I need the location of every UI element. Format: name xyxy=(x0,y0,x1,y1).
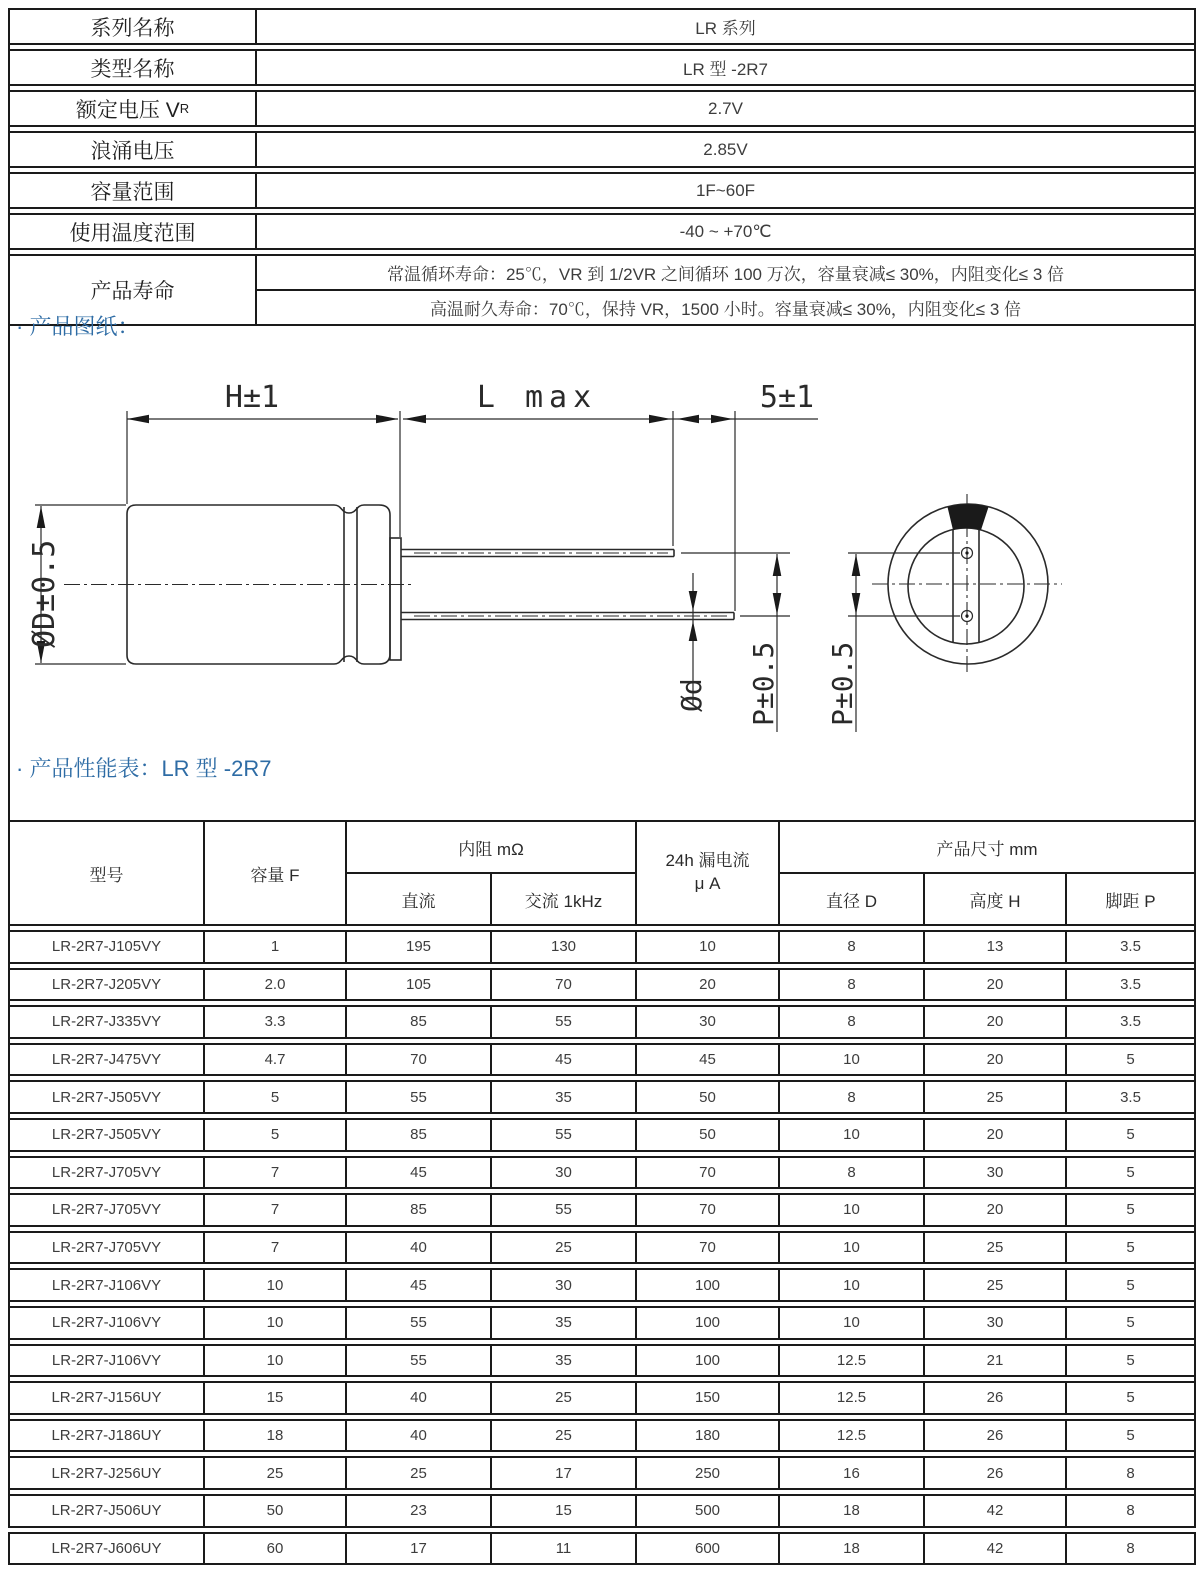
leakage-line1: 24h 漏电流 xyxy=(665,851,750,871)
life-line-high-temp: 高温耐久寿命：70℃，保持 VR，1500 小时。容量衰减≤ 30%，内阻变化≤ 3 倍 xyxy=(429,300,1022,319)
table-cell-leakage: 10 xyxy=(637,932,780,962)
table-cell-esr-ac: 35 xyxy=(492,1308,637,1338)
table-cell-esr-dc: 55 xyxy=(347,1308,492,1338)
table-cell-model: LR-2R7-J205VY xyxy=(10,970,205,1000)
table-cell-model: LR-2R7-J705VY xyxy=(10,1158,205,1188)
table-row xyxy=(8,930,1196,964)
capacitor-side-view xyxy=(127,505,734,664)
table-cell-diameter: 12.5 xyxy=(780,1383,925,1413)
table-cell-esr-ac: 130 xyxy=(492,932,637,962)
table-cell-leakage: 500 xyxy=(637,1496,780,1526)
table-cell-diameter: 8 xyxy=(780,932,925,962)
table-cell-capacity: 1 xyxy=(205,932,347,962)
table-row xyxy=(8,1156,1196,1190)
table-cell-model: LR-2R7-J475VY xyxy=(10,1045,205,1075)
spec-rows xyxy=(8,8,1196,250)
table-cell-height: 26 xyxy=(925,1458,1067,1488)
table-cell-diameter: 18 xyxy=(780,1496,925,1526)
spec-row-value: -40 ~ +70℃ xyxy=(679,221,772,241)
table-cell-model: LR-2R7-J606UY xyxy=(10,1534,205,1564)
table-cell-model: LR-2R7-J256UY xyxy=(10,1458,205,1488)
table-cell-height: 20 xyxy=(925,1007,1067,1037)
table-cell-leakage: 70 xyxy=(637,1233,780,1263)
table-cell-leakage: 600 xyxy=(637,1534,780,1564)
table-row xyxy=(8,1268,1196,1302)
dim-label-case-height: H±1 xyxy=(224,380,280,415)
performance-section-heading: · 产品性能表：LR 型 -2R7 xyxy=(16,756,272,781)
table-cell-esr-dc: 25 xyxy=(347,1458,492,1488)
table-cell-diameter: 12.5 xyxy=(780,1421,925,1451)
table-cell-height: 20 xyxy=(925,970,1067,1000)
table-cell-esr-dc: 17 xyxy=(347,1534,492,1564)
table-cell-model: LR-2R7-J705VY xyxy=(10,1233,205,1263)
spec-row xyxy=(8,90,1196,127)
center-lines xyxy=(64,494,1062,676)
table-cell-model: LR-2R7-J506UY xyxy=(10,1496,205,1526)
col-header-esr-ac: 交流 1kHz xyxy=(524,891,603,911)
table-cell-esr-ac: 45 xyxy=(492,1045,637,1075)
esr-subheaders xyxy=(347,874,635,924)
table-cell-esr-ac: 55 xyxy=(492,1007,637,1037)
table-row xyxy=(8,1381,1196,1415)
table-cell-leakage: 50 xyxy=(637,1082,780,1112)
table-cell-capacity: 10 xyxy=(205,1308,347,1338)
table-cell-pitch: 5 xyxy=(1126,1427,1135,1445)
life-label: 产品寿命 xyxy=(10,256,257,324)
table-cell-esr-dc: 40 xyxy=(347,1421,492,1451)
table-cell-esr-ac: 17 xyxy=(492,1458,637,1488)
spec-row xyxy=(8,172,1196,209)
table-cell-capacity: 5 xyxy=(205,1082,347,1112)
table-cell-capacity: 60 xyxy=(205,1534,347,1564)
table-cell-esr-ac: 25 xyxy=(492,1383,637,1413)
spec-row-value: 2.7V xyxy=(708,98,743,118)
spec-row-value: LR 系列 xyxy=(695,19,756,38)
table-cell-model: LR-2R7-J186UY xyxy=(10,1421,205,1451)
dim-label-pitch-top: P±0.5 xyxy=(826,641,859,726)
table-cell-esr-dc: 105 xyxy=(347,970,492,1000)
table-cell-esr-dc: 55 xyxy=(347,1082,492,1112)
table-cell-esr-dc: 85 xyxy=(347,1195,492,1225)
table-cell-leakage: 70 xyxy=(637,1195,780,1225)
table-cell-pitch: 5 xyxy=(1126,1126,1135,1144)
table-cell-diameter: 10 xyxy=(780,1195,925,1225)
col-header-esr-group: 内阻 mΩ xyxy=(347,822,635,874)
table-row xyxy=(8,1193,1196,1227)
table-cell-height: 42 xyxy=(925,1496,1067,1526)
table-cell-pitch: 3.5 xyxy=(1120,938,1141,956)
table-cell-model: LR-2R7-J505VY xyxy=(10,1082,205,1112)
col-header-esr-dc: 直流 xyxy=(347,874,492,924)
spec-table xyxy=(8,8,1196,326)
performance-rows xyxy=(8,930,1196,1565)
table-cell-height: 20 xyxy=(925,1045,1067,1075)
table-cell-esr-dc: 45 xyxy=(347,1158,492,1188)
table-cell-height: 25 xyxy=(925,1270,1067,1300)
performance-table xyxy=(8,820,1196,1569)
table-cell-model: LR-2R7-J156UY xyxy=(10,1383,205,1413)
table-cell-capacity: 15 xyxy=(205,1383,347,1413)
table-cell-diameter: 8 xyxy=(780,1007,925,1037)
col-header-pitch: 脚距 P xyxy=(1105,891,1156,911)
table-cell-esr-dc: 23 xyxy=(347,1496,492,1526)
table-cell-leakage: 180 xyxy=(637,1421,780,1451)
table-cell-model: LR-2R7-J106VY xyxy=(10,1346,205,1376)
table-cell-esr-dc: 45 xyxy=(347,1270,492,1300)
arrowheads-and-polarity-mark xyxy=(37,415,989,663)
table-cell-height: 25 xyxy=(925,1233,1067,1263)
table-cell-model: LR-2R7-J106VY xyxy=(10,1308,205,1338)
col-header-height: 高度 H xyxy=(925,874,1067,924)
table-cell-capacity: 18 xyxy=(205,1421,347,1451)
table-cell-capacity: 7 xyxy=(205,1195,347,1225)
table-cell-height: 30 xyxy=(925,1308,1067,1338)
col-header-leakage xyxy=(637,822,780,924)
spec-row-value: 1F~60F xyxy=(695,180,756,200)
table-cell-esr-ac: 35 xyxy=(492,1346,637,1376)
table-cell-leakage: 70 xyxy=(637,1158,780,1188)
table-cell-capacity: 5 xyxy=(205,1120,347,1150)
table-cell-height: 21 xyxy=(925,1346,1067,1376)
spec-row xyxy=(8,49,1196,86)
table-cell-pitch: 5 xyxy=(1126,1314,1135,1332)
table-cell-esr-dc: 85 xyxy=(347,1007,492,1037)
table-row xyxy=(8,1494,1196,1528)
table-cell-diameter: 8 xyxy=(780,1082,925,1112)
table-cell-capacity: 4.7 xyxy=(205,1045,347,1075)
table-cell-diameter: 10 xyxy=(780,1120,925,1150)
table-cell-capacity: 7 xyxy=(205,1158,347,1188)
table-cell-leakage: 100 xyxy=(637,1308,780,1338)
table-cell-leakage: 20 xyxy=(637,970,780,1000)
table-row xyxy=(8,1344,1196,1378)
table-cell-esr-ac: 30 xyxy=(492,1158,637,1188)
table-cell-pitch: 5 xyxy=(1126,1163,1135,1181)
table-cell-esr-ac: 35 xyxy=(492,1082,637,1112)
table-cell-pitch: 8 xyxy=(1126,1502,1135,1520)
table-row xyxy=(8,1005,1196,1039)
dim-label-lead-length: L max xyxy=(476,380,598,415)
table-row xyxy=(8,1532,1196,1566)
table-cell-esr-dc: 40 xyxy=(347,1383,492,1413)
col-header-diameter: 直径 D xyxy=(780,874,925,924)
spec-row-label: 类型名称 xyxy=(10,51,257,84)
dimension-lines xyxy=(35,411,960,732)
col-header-capacity: 容量 F xyxy=(205,822,347,924)
table-cell-pitch: 5 xyxy=(1126,1351,1135,1369)
table-cell-esr-ac: 25 xyxy=(492,1233,637,1263)
spec-row-life xyxy=(8,254,1196,326)
table-cell-pitch: 5 xyxy=(1126,1276,1135,1294)
table-cell-pitch: 3.5 xyxy=(1120,1013,1141,1031)
table-cell-diameter: 10 xyxy=(780,1045,925,1075)
table-cell-capacity: 50 xyxy=(205,1496,347,1526)
table-cell-capacity: 7 xyxy=(205,1233,347,1263)
table-cell-height: 30 xyxy=(925,1158,1067,1188)
table-cell-leakage: 100 xyxy=(637,1346,780,1376)
table-cell-height: 26 xyxy=(925,1421,1067,1451)
table-cell-esr-dc: 70 xyxy=(347,1045,492,1075)
table-row xyxy=(8,1043,1196,1077)
leakage-line2: μ A xyxy=(694,874,721,893)
table-cell-esr-ac: 70 xyxy=(492,970,637,1000)
col-header-size-group: 产品尺寸 mm xyxy=(780,822,1194,874)
product-drawing xyxy=(0,360,1200,760)
dim-label-lead-diameter: Ød xyxy=(675,678,708,712)
table-cell-esr-dc: 40 xyxy=(347,1233,492,1263)
table-cell-capacity: 3.3 xyxy=(205,1007,347,1037)
dim-label-pitch-side: P±0.5 xyxy=(747,641,780,726)
col-header-model: 型号 xyxy=(10,822,205,924)
table-cell-diameter: 12.5 xyxy=(780,1346,925,1376)
table-cell-esr-ac: 55 xyxy=(492,1195,637,1225)
table-cell-esr-ac: 55 xyxy=(492,1120,637,1150)
spec-row-label: 使用温度范围 xyxy=(10,215,257,248)
dim-label-lead-offset: 5±1 xyxy=(759,380,815,415)
table-cell-esr-ac: 25 xyxy=(492,1421,637,1451)
life-lines xyxy=(257,256,1194,324)
performance-table-header xyxy=(8,820,1196,926)
table-cell-diameter: 8 xyxy=(780,970,925,1000)
life-line-normal-temp: 常温循环寿命：25℃，VR 到 1/2VR 之间循环 100 万次，容量衰减≤ 30%，内阻变化≤ 3 倍 xyxy=(257,256,1194,291)
table-cell-pitch: 5 xyxy=(1126,1239,1135,1257)
table-cell-height: 20 xyxy=(925,1120,1067,1150)
table-cell-height: 26 xyxy=(925,1383,1067,1413)
table-cell-esr-dc: 195 xyxy=(347,932,492,962)
table-cell-leakage: 250 xyxy=(637,1458,780,1488)
spec-row-label: 浪涌电压 xyxy=(10,133,257,166)
table-cell-model: LR-2R7-J505VY xyxy=(10,1120,205,1150)
table-cell-diameter: 18 xyxy=(780,1534,925,1564)
table-cell-diameter: 10 xyxy=(780,1308,925,1338)
table-cell-pitch: 5 xyxy=(1126,1201,1135,1219)
spec-row-label: 系列名称 xyxy=(10,10,257,43)
table-row xyxy=(8,1419,1196,1453)
table-cell-pitch: 5 xyxy=(1126,1051,1135,1069)
col-group-size xyxy=(780,822,1194,924)
table-row xyxy=(8,1080,1196,1114)
table-cell-height: 13 xyxy=(925,932,1067,962)
table-cell-height: 42 xyxy=(925,1534,1067,1564)
spec-row xyxy=(8,213,1196,250)
table-cell-diameter: 10 xyxy=(780,1233,925,1263)
dim-label-body-diameter: ØD±0.5 xyxy=(27,539,62,648)
table-cell-height: 25 xyxy=(925,1082,1067,1112)
table-cell-pitch: 8 xyxy=(1126,1539,1135,1557)
table-cell-diameter: 16 xyxy=(780,1458,925,1488)
table-cell-capacity: 2.0 xyxy=(205,970,347,1000)
table-cell-esr-ac: 30 xyxy=(492,1270,637,1300)
table-cell-esr-dc: 55 xyxy=(347,1346,492,1376)
table-cell-capacity: 25 xyxy=(205,1458,347,1488)
table-cell-pitch: 8 xyxy=(1126,1464,1135,1482)
polarity-mark xyxy=(948,504,989,530)
table-cell-esr-ac: 15 xyxy=(492,1496,637,1526)
table-row xyxy=(8,1306,1196,1340)
table-cell-diameter: 10 xyxy=(780,1270,925,1300)
table-cell-capacity: 10 xyxy=(205,1346,347,1376)
table-row xyxy=(8,1456,1196,1490)
col-group-esr xyxy=(347,822,637,924)
spec-row-value: 2.85V xyxy=(703,139,748,159)
table-cell-pitch: 3.5 xyxy=(1120,1088,1141,1106)
table-cell-model: LR-2R7-J105VY xyxy=(10,932,205,962)
table-cell-diameter: 8 xyxy=(780,1158,925,1188)
table-cell-pitch: 5 xyxy=(1126,1389,1135,1407)
table-cell-capacity: 10 xyxy=(205,1270,347,1300)
table-cell-leakage: 30 xyxy=(637,1007,780,1037)
size-subheaders xyxy=(780,874,1194,924)
table-cell-pitch: 3.5 xyxy=(1120,975,1141,993)
table-cell-model: LR-2R7-J106VY xyxy=(10,1270,205,1300)
table-row xyxy=(8,1231,1196,1265)
table-row xyxy=(8,1118,1196,1152)
table-cell-height: 20 xyxy=(925,1195,1067,1225)
spec-row xyxy=(8,8,1196,45)
table-cell-leakage: 100 xyxy=(637,1270,780,1300)
table-cell-esr-ac: 11 xyxy=(492,1534,637,1564)
table-cell-leakage: 50 xyxy=(637,1120,780,1150)
table-cell-leakage: 150 xyxy=(637,1383,780,1413)
table-cell-leakage: 45 xyxy=(637,1045,780,1075)
table-row xyxy=(8,968,1196,1002)
table-cell-model: LR-2R7-J705VY xyxy=(10,1195,205,1225)
spec-row-label: 容量范围 xyxy=(10,174,257,207)
spec-row-label: 额定电压 V R xyxy=(10,92,257,125)
table-cell-esr-dc: 85 xyxy=(347,1120,492,1150)
drawing-section-heading: · 产品图纸： xyxy=(16,314,140,339)
table-cell-model: LR-2R7-J335VY xyxy=(10,1007,205,1037)
spec-row xyxy=(8,131,1196,168)
spec-row-value: LR 型 -2R7 xyxy=(682,60,769,79)
